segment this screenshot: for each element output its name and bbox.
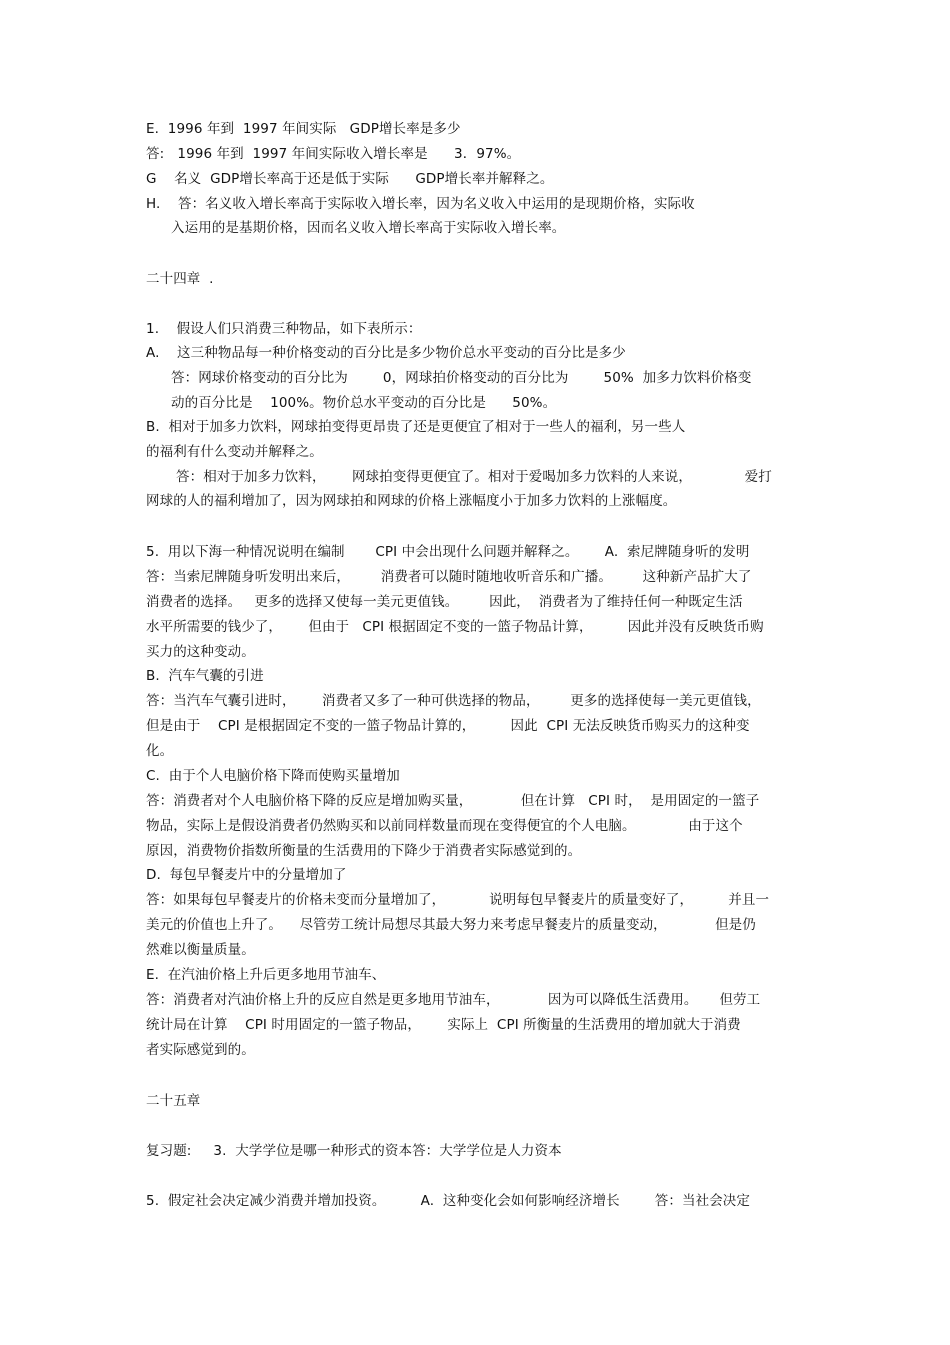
chapter-24-heading: 二十四章 .	[146, 271, 214, 287]
answer-5c-line-2: 物品，实际上是假设消费者仍然购买和以前同样数量而现在变得便宜的个人电脑。 由于这个	[146, 818, 743, 834]
answer-5d-line-1: 答：如果每包早餐麦片的价格未变而分量增加了， 说明每包早餐麦片的质量变好了， 并且一	[146, 892, 770, 908]
answer-5b-line-3: 化。	[146, 743, 174, 759]
answer-h-line-2: 入运用的是基期价格，因而名义收入增长率高于实际收入增长率。	[171, 220, 566, 236]
question-5-line: 5. 用以下海一种情况说明在编制 CPI 中会出现什么问题并解释之。 A. 索尼牌随身听的发明	[146, 544, 750, 560]
question-1-line: 1. 假设人们只消费三种物品，如下表所示：	[146, 321, 422, 337]
question-5c-line: C. 由于个人电脑价格下降而使购买量增加	[146, 768, 400, 784]
answer-5d-line-3: 然难以衡量质量。	[146, 942, 255, 958]
question-5d-line: D. 每包早餐麦片中的分量增加了	[146, 867, 347, 883]
answer-5c-line-3: 原因，消费物价指数所衡量的生活费用的下降少于消费者实际感觉到的。	[146, 843, 582, 859]
answer-1a-line-2: 动的百分比是 100%。物价总水平变动的百分比是 50%。	[171, 395, 557, 411]
question-1b-line-1: B. 相对于加多力饮料，网球拍变得更昂贵了还是更便宜了相对于一些人的福利，另一些人	[146, 419, 686, 435]
answer-5c-line-1: 答：消费者对个人电脑价格下降的反应是增加购买量， 但在计算 CPI 时， 是用固定的一篮子	[146, 793, 760, 809]
answer-1b-line-2: 网球的人的福利增加了，因为网球拍和网球的价格上涨幅度小于加多力饮料的上涨幅度。	[146, 493, 677, 509]
question-e-line: E. 1996 年到 1997 年间实际 GDP增长率是多少	[146, 121, 461, 137]
question-g-line: G 名义 GDP增长率高于还是低于实际 GDP增长率并解释之。	[146, 171, 554, 187]
answer-5b-line-2: 但是由于 CPI 是根据固定不变的一篮子物品计算的， 因此 CPI 无法反映货币购买力的这种变	[146, 718, 750, 734]
answer-5a-line-1: 答：当索尼牌随身听发明出来后， 消费者可以随时随地收听音乐和广播。 这种新产品扩大了	[146, 569, 752, 585]
answer-h-line-1: H. 答：名义收入增长率高于实际收入增长率，因为名义收入中运用的是现期价格，实际收	[146, 196, 695, 212]
answer-5d-line-2: 美元的价值也上升了。 尽管劳工统计局想尽其最大努力来考虑早餐麦片的质量变动， 但是仍	[146, 917, 756, 933]
review-question-3-line: 复习题: 3. 大学学位是哪一种形式的资本答：大学学位是人力资本	[146, 1143, 562, 1159]
answer-5e-line-2: 统计局在计算 CPI 时用固定的一篮子物品， 实际上 CPI 所衡量的生活费用的增加就大于消费	[146, 1017, 741, 1033]
question-5e-line: E. 在汽油价格上升后更多地用节油车、	[146, 967, 386, 983]
answer-5a-line-4: 买力的这种变动。	[146, 644, 255, 660]
question-5-investment-line: 5. 假定社会决定减少消费并增加投资。 A. 这种变化会如何影响经济增长 答：当社会决定	[146, 1193, 750, 1209]
question-1b-line-2: 的福利有什么变动并解释之。	[146, 444, 323, 460]
answer-5a-line-3: 水平所需要的钱少了， 但由于 CPI 根据固定不变的一篮子物品计算， 因此并没有反映货币购	[146, 619, 764, 635]
question-5b-line: B. 汽车气囊的引进	[146, 668, 264, 684]
answer-e-line: 答: 1996 年到 1997 年间实际收入增长率是 3．97%。	[146, 146, 521, 162]
chapter-25-heading: 二十五章	[146, 1093, 201, 1109]
answer-5b-line-1: 答：当汽车气囊引进时， 消费者又多了一种可供选择的物品， 更多的选择使每一美元更值钱，	[146, 693, 761, 709]
answer-5e-line-1: 答：消费者对汽油价格上升的反应自然是更多地用节油车， 因为可以降低生活费用。 但劳工	[146, 992, 761, 1008]
question-1a-line: A. 这三种物品每一种价格变动的百分比是多少物价总水平变动的百分比是多少	[146, 345, 626, 361]
answer-5a-line-2: 消费者的选择。 更多的选择又使每一美元更值钱。 因此， 消费者为了维持任何一种既定生活	[146, 594, 743, 610]
answer-5e-line-3: 者实际感觉到的。	[146, 1042, 255, 1058]
answer-1b-line-1: 答：相对于加多力饮料， 网球拍变得更便宜了。相对于爱喝加多力饮料的人来说， 爱打	[176, 469, 772, 485]
answer-1a-line-1: 答：网球价格变动的百分比为 0，网球拍价格变动的百分比为 50% 加多力饮料价格变	[171, 370, 752, 386]
